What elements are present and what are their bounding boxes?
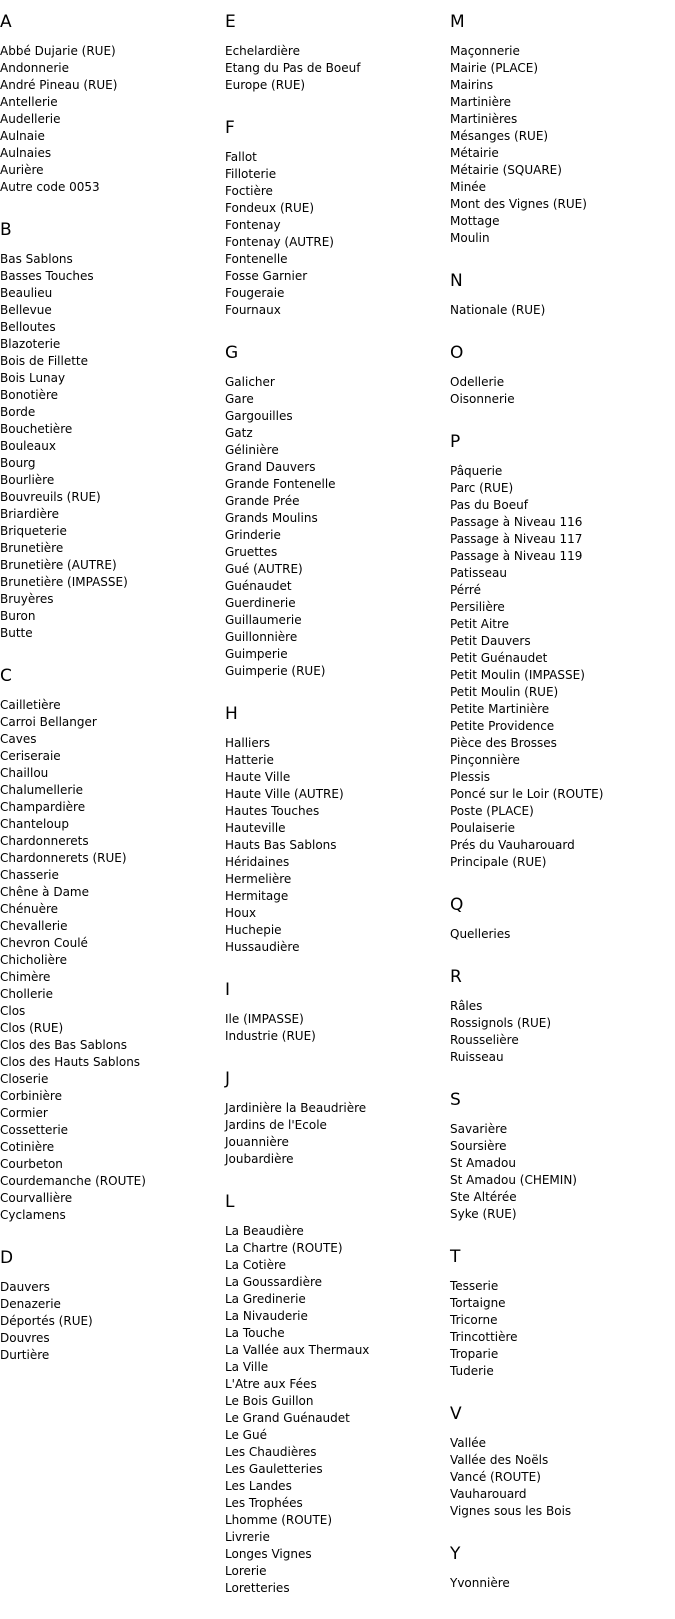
street-name: Pièce des Brosses xyxy=(450,736,557,750)
street-name: Héridaines xyxy=(225,855,290,869)
street-name: L'Atre aux Fées xyxy=(225,1377,317,1391)
street-name: Haute Ville (AUTRE) xyxy=(225,787,344,801)
street-name: Buron xyxy=(0,609,36,623)
street-name: Gélinière xyxy=(225,443,279,457)
street-name: Jouannière xyxy=(225,1135,289,1149)
street-name: Haute Ville xyxy=(225,770,291,784)
street-name: Pâquerie xyxy=(450,464,503,478)
letter-heading: G xyxy=(225,343,239,363)
letter-group xyxy=(450,1090,670,1223)
street-name: Bouleaux xyxy=(0,439,56,453)
street-name: Gruettes xyxy=(225,545,278,559)
street-name: Champardière xyxy=(0,800,86,814)
street-list xyxy=(450,43,670,247)
street-name: Principale (RUE) xyxy=(450,855,547,869)
letter-heading: E xyxy=(225,12,236,32)
street-name: Bruyères xyxy=(0,592,54,606)
street-list xyxy=(450,1278,670,1380)
street-name: Brunetière (IMPASSE) xyxy=(0,575,128,589)
street-name: Gué (AUTRE) xyxy=(225,562,303,576)
street-name: Echelardière xyxy=(225,44,300,58)
street-name: La Touche xyxy=(225,1326,285,1340)
street-name: Le Gué xyxy=(225,1428,267,1442)
letter-group xyxy=(0,220,220,642)
street-name: Nationale (RUE) xyxy=(450,303,546,317)
street-name: Chardonnerets xyxy=(0,834,89,848)
street-name: Vignes sous les Bois xyxy=(450,1504,572,1518)
street-name: Durtière xyxy=(0,1348,50,1362)
street-name: Fougeraie xyxy=(225,286,285,300)
street-name: Métairie xyxy=(450,146,499,160)
street-name: Butte xyxy=(0,626,33,640)
street-name: Patisseau xyxy=(450,566,507,580)
letter-heading: T xyxy=(450,1247,461,1267)
street-name: La Nivauderie xyxy=(225,1309,308,1323)
street-name: La Vallée aux Thermaux xyxy=(225,1343,370,1357)
street-name: Ile (IMPASSE) xyxy=(225,1012,304,1026)
street-name: Bonotière xyxy=(0,388,58,402)
letter-heading: O xyxy=(450,343,464,363)
street-name: Chimère xyxy=(0,970,51,984)
street-name: Bouvreuils (RUE) xyxy=(0,490,101,504)
street-name: Le Bois Guillon xyxy=(225,1394,314,1408)
street-name: Petit Dauvers xyxy=(450,634,531,648)
street-name: Pinçonnière xyxy=(450,753,520,767)
street-name: Prés du Vauharouard xyxy=(450,838,575,852)
street-name: Rousselière xyxy=(450,1033,519,1047)
street-name: La Beaudière xyxy=(225,1224,304,1238)
letter-heading: J xyxy=(225,1069,231,1089)
street-name: Clos (RUE) xyxy=(0,1021,64,1035)
street-name: Europe (RUE) xyxy=(225,78,306,92)
street-name: Mont des Vignes (RUE) xyxy=(450,197,587,211)
letter-group xyxy=(450,271,670,319)
letter-group xyxy=(225,980,445,1045)
street-list xyxy=(450,1435,670,1520)
street-name: Corbinière xyxy=(0,1089,62,1103)
street-name: Fallot xyxy=(225,150,257,164)
street-name: Soursière xyxy=(450,1139,507,1153)
street-name: Belloutes xyxy=(0,320,56,334)
street-name: Briardière xyxy=(0,507,59,521)
street-name: Briqueterie xyxy=(0,524,67,538)
street-name: Abbé Dujarie (RUE) xyxy=(0,44,116,58)
letter-heading: R xyxy=(450,967,462,987)
street-name: Denazerie xyxy=(0,1297,61,1311)
street-name: La Goussardière xyxy=(225,1275,323,1289)
street-name: Déportés (RUE) xyxy=(0,1314,93,1328)
letter-group xyxy=(450,1404,670,1520)
street-name: Rossignols (RUE) xyxy=(450,1016,552,1030)
letter-heading: S xyxy=(450,1090,461,1110)
street-name: Grande Fontenelle xyxy=(225,477,336,491)
street-name: Antellerie xyxy=(0,95,58,109)
street-name: Bourlière xyxy=(0,473,55,487)
street-name: Bouchetière xyxy=(0,422,73,436)
street-name: Closerie xyxy=(0,1072,49,1086)
street-list xyxy=(0,43,220,196)
street-name: Chevron Coulé xyxy=(0,936,88,950)
street-name: Mottage xyxy=(450,214,500,228)
letter-group xyxy=(450,967,670,1066)
street-name: Borde xyxy=(0,405,36,419)
street-name: Fondeux (RUE) xyxy=(225,201,315,215)
street-name: Métairie (SQUARE) xyxy=(450,163,562,177)
street-name: André Pineau (RUE) xyxy=(0,78,118,92)
letter-group xyxy=(225,704,445,956)
street-name: Aulnaies xyxy=(0,146,52,160)
letter-heading: B xyxy=(0,220,12,240)
street-name: Andonnerie xyxy=(0,61,70,75)
street-name: Syke (RUE) xyxy=(450,1207,517,1221)
street-name: La Chartre (ROUTE) xyxy=(225,1241,343,1255)
street-name: Chénuère xyxy=(0,902,59,916)
street-name: Galicher xyxy=(225,375,275,389)
street-name: Troparie xyxy=(450,1347,499,1361)
street-name: Cossetterie xyxy=(0,1123,69,1137)
letter-group xyxy=(0,1248,220,1364)
street-name: St Amadou (CHEMIN) xyxy=(450,1173,577,1187)
street-name: Ceriseraie xyxy=(0,749,61,763)
street-name: Petit Guénaudet xyxy=(450,651,548,665)
street-name: Brunetière xyxy=(0,541,64,555)
street-name: Longes Vignes xyxy=(225,1547,312,1561)
street-name: Filloterie xyxy=(225,167,277,181)
street-name: Chanteloup xyxy=(0,817,69,831)
letter-group xyxy=(450,343,670,408)
street-name: Odellerie xyxy=(450,375,505,389)
street-name: Tuderie xyxy=(450,1364,494,1378)
letter-heading: C xyxy=(0,666,12,686)
street-list xyxy=(0,251,220,642)
street-name: Mairie (PLACE) xyxy=(450,61,539,75)
street-name: Loretteries xyxy=(225,1581,290,1595)
street-name: Passage à Niveau 117 xyxy=(450,532,583,546)
index-column-2 xyxy=(225,0,445,1597)
street-name: Caves xyxy=(0,732,37,746)
street-list xyxy=(0,697,220,1224)
street-name: Mairins xyxy=(450,78,494,92)
street-name: Guillonnière xyxy=(225,630,298,644)
street-list xyxy=(225,1011,445,1045)
street-name: Les Trophées xyxy=(225,1496,303,1510)
street-name: Vallée xyxy=(450,1436,487,1450)
letter-group xyxy=(450,1544,670,1592)
street-list xyxy=(225,149,445,319)
street-name: Martinière xyxy=(450,95,512,109)
street-name: Dauvers xyxy=(0,1280,50,1294)
street-name: Hautes Touches xyxy=(225,804,320,818)
street-name: Petit Moulin (RUE) xyxy=(450,685,559,699)
street-name: Petit Moulin (IMPASSE) xyxy=(450,668,585,682)
letter-group xyxy=(225,1069,445,1168)
letter-group xyxy=(450,432,670,871)
street-name: Chasserie xyxy=(0,868,59,882)
letter-heading: I xyxy=(225,980,231,1000)
street-name: Bellevue xyxy=(0,303,52,317)
street-name: Bois Lunay xyxy=(0,371,66,385)
street-name: Aurière xyxy=(0,163,44,177)
street-list xyxy=(450,374,670,408)
street-name: La Ville xyxy=(225,1360,269,1374)
street-name: Fosse Garnier xyxy=(225,269,308,283)
index-column-3 xyxy=(450,0,670,1592)
street-name: Cormier xyxy=(0,1106,48,1120)
street-name: Audellerie xyxy=(0,112,61,126)
street-name: Cyclamens xyxy=(0,1208,66,1222)
street-name: Bas Sablons xyxy=(0,252,73,266)
letter-heading: P xyxy=(450,432,461,452)
street-name: Vauharouard xyxy=(450,1487,527,1501)
street-name: Hauteville xyxy=(225,821,286,835)
street-name: Autre code 0053 xyxy=(0,180,100,194)
street-name: Gare xyxy=(225,392,254,406)
street-name: Poste (PLACE) xyxy=(450,804,534,818)
street-name: Maçonnerie xyxy=(450,44,520,58)
street-list xyxy=(450,1575,670,1592)
street-name: Clos xyxy=(0,1004,26,1018)
street-name: Vancé (ROUTE) xyxy=(450,1470,541,1484)
street-name: Chicholière xyxy=(0,953,67,967)
street-name: Plessis xyxy=(450,770,491,784)
street-name: Les Chaudières xyxy=(225,1445,317,1459)
street-name: Guénaudet xyxy=(225,579,292,593)
street-name: Les Gauletteries xyxy=(225,1462,323,1476)
street-name: Grande Prée xyxy=(225,494,300,508)
street-name: Chaillou xyxy=(0,766,49,780)
street-name: Grinderie xyxy=(225,528,281,542)
street-name: Etang du Pas de Boeuf xyxy=(225,61,361,75)
street-name: Minée xyxy=(450,180,487,194)
street-name: Tortaigne xyxy=(450,1296,506,1310)
letter-group xyxy=(225,118,445,319)
letter-heading: H xyxy=(225,704,238,724)
letter-heading: Q xyxy=(450,895,464,915)
street-name: Jardinière la Beaudrière xyxy=(225,1101,367,1115)
street-name: Yvonnière xyxy=(450,1576,510,1590)
letter-group xyxy=(450,12,670,247)
street-name: Guerdinerie xyxy=(225,596,296,610)
street-list xyxy=(450,926,670,943)
street-list xyxy=(225,1100,445,1168)
letter-heading: D xyxy=(0,1248,14,1268)
street-name: Ruisseau xyxy=(450,1050,504,1064)
street-name: Poncé sur le Loir (ROUTE) xyxy=(450,787,604,801)
street-name: Moulin xyxy=(450,231,490,245)
street-name: Hauts Bas Sablons xyxy=(225,838,337,852)
street-name: Pas du Boeuf xyxy=(450,498,528,512)
street-name: Vallée des Noëls xyxy=(450,1453,549,1467)
street-name: Parc (RUE) xyxy=(450,481,514,495)
street-name: Basses Touches xyxy=(0,269,94,283)
street-name: Blazoterie xyxy=(0,337,61,351)
street-name: Grands Moulins xyxy=(225,511,318,525)
street-name: Clos des Hauts Sablons xyxy=(0,1055,141,1069)
street-list xyxy=(450,463,670,871)
street-name: Courdemanche (ROUTE) xyxy=(0,1174,146,1188)
street-name: Chardonnerets (RUE) xyxy=(0,851,127,865)
street-name: Cailletière xyxy=(0,698,61,712)
street-name: Chêne à Dame xyxy=(0,885,90,899)
letter-group xyxy=(0,666,220,1224)
street-name: Bourg xyxy=(0,456,36,470)
street-list xyxy=(450,302,670,319)
letter-heading: V xyxy=(450,1404,462,1424)
street-name: Fontenay (AUTRE) xyxy=(225,235,334,249)
street-name: Jardins de l'Ecole xyxy=(225,1118,327,1132)
street-name: Chalumellerie xyxy=(0,783,84,797)
street-name: Passage à Niveau 119 xyxy=(450,549,583,563)
street-name: Mésanges (RUE) xyxy=(450,129,549,143)
street-name: Courbeton xyxy=(0,1157,63,1171)
letter-group xyxy=(450,1247,670,1380)
street-name: La Cotière xyxy=(225,1258,287,1272)
street-list xyxy=(225,1223,445,1597)
street-name: Tricorne xyxy=(450,1313,498,1327)
street-name: Quelleries xyxy=(450,927,511,941)
street-name: Carroi Bellanger xyxy=(0,715,97,729)
street-name: Chevallerie xyxy=(0,919,68,933)
letter-group xyxy=(225,343,445,680)
letter-heading: M xyxy=(450,12,465,32)
street-name: Poulaiserie xyxy=(450,821,516,835)
street-name: Industrie (RUE) xyxy=(225,1029,316,1043)
street-name: Aulnaie xyxy=(0,129,45,143)
street-name: Foctière xyxy=(225,184,273,198)
street-name: Lorerie xyxy=(225,1564,267,1578)
street-name: Trincottière xyxy=(450,1330,518,1344)
street-name: Livrerie xyxy=(225,1530,270,1544)
letter-heading: F xyxy=(225,118,235,138)
street-name: Fournaux xyxy=(225,303,281,317)
street-list xyxy=(450,998,670,1066)
street-name: Pérré xyxy=(450,583,481,597)
letter-group xyxy=(225,1192,445,1597)
street-name: Hussaudière xyxy=(225,940,300,954)
street-name: Hermitage xyxy=(225,889,289,903)
street-name: Martinières xyxy=(450,112,518,126)
street-name: Hermelière xyxy=(225,872,292,886)
street-name: Fontenelle xyxy=(225,252,288,266)
street-name: Hatterie xyxy=(225,753,274,767)
letter-group xyxy=(225,12,445,94)
street-name: Gargouilles xyxy=(225,409,293,423)
street-list xyxy=(225,374,445,680)
street-name: La Gredinerie xyxy=(225,1292,306,1306)
street-name: Bois de Fillette xyxy=(0,354,88,368)
street-name: Halliers xyxy=(225,736,270,750)
street-name: Persilière xyxy=(450,600,505,614)
street-name: Guillaumerie xyxy=(225,613,302,627)
street-name: Tesserie xyxy=(450,1279,499,1293)
letter-group xyxy=(450,895,670,943)
letter-heading: L xyxy=(225,1192,235,1212)
street-name: Huchepie xyxy=(225,923,282,937)
street-list xyxy=(450,1121,670,1223)
street-list xyxy=(225,43,445,94)
street-name: Douvres xyxy=(0,1331,50,1345)
street-name: Chollerie xyxy=(0,987,54,1001)
street-name: Beaulieu xyxy=(0,286,53,300)
street-name: Petite Martinière xyxy=(450,702,550,716)
street-name: Guimperie (RUE) xyxy=(225,664,326,678)
street-name: Lhomme (ROUTE) xyxy=(225,1513,333,1527)
street-list xyxy=(225,735,445,956)
street-name: Ste Altérée xyxy=(450,1190,517,1204)
street-name: Gatz xyxy=(225,426,253,440)
letter-group xyxy=(0,12,220,196)
street-list xyxy=(0,1279,220,1364)
letter-heading: A xyxy=(0,12,12,32)
street-name: Clos des Bas Sablons xyxy=(0,1038,127,1052)
index-column-1 xyxy=(0,0,220,1364)
letter-heading: Y xyxy=(450,1544,461,1564)
street-name: Joubardière xyxy=(225,1152,294,1166)
street-name: Savarière xyxy=(450,1122,508,1136)
street-name: Les Landes xyxy=(225,1479,292,1493)
street-name: Houx xyxy=(225,906,257,920)
street-name: Grand Dauvers xyxy=(225,460,316,474)
street-name: St Amadou xyxy=(450,1156,516,1170)
street-name: Le Grand Guénaudet xyxy=(225,1411,350,1425)
street-name: Guimperie xyxy=(225,647,288,661)
street-name: Petit Aitre xyxy=(450,617,510,631)
street-name: Courvallière xyxy=(0,1191,73,1205)
street-name: Râles xyxy=(450,999,483,1013)
street-name: Oisonnerie xyxy=(450,392,515,406)
street-name: Petite Providence xyxy=(450,719,555,733)
street-name: Passage à Niveau 116 xyxy=(450,515,583,529)
street-name: Cotinière xyxy=(0,1140,55,1154)
street-name: Brunetière (AUTRE) xyxy=(0,558,117,572)
letter-heading: N xyxy=(450,271,463,291)
street-name: Fontenay xyxy=(225,218,281,232)
